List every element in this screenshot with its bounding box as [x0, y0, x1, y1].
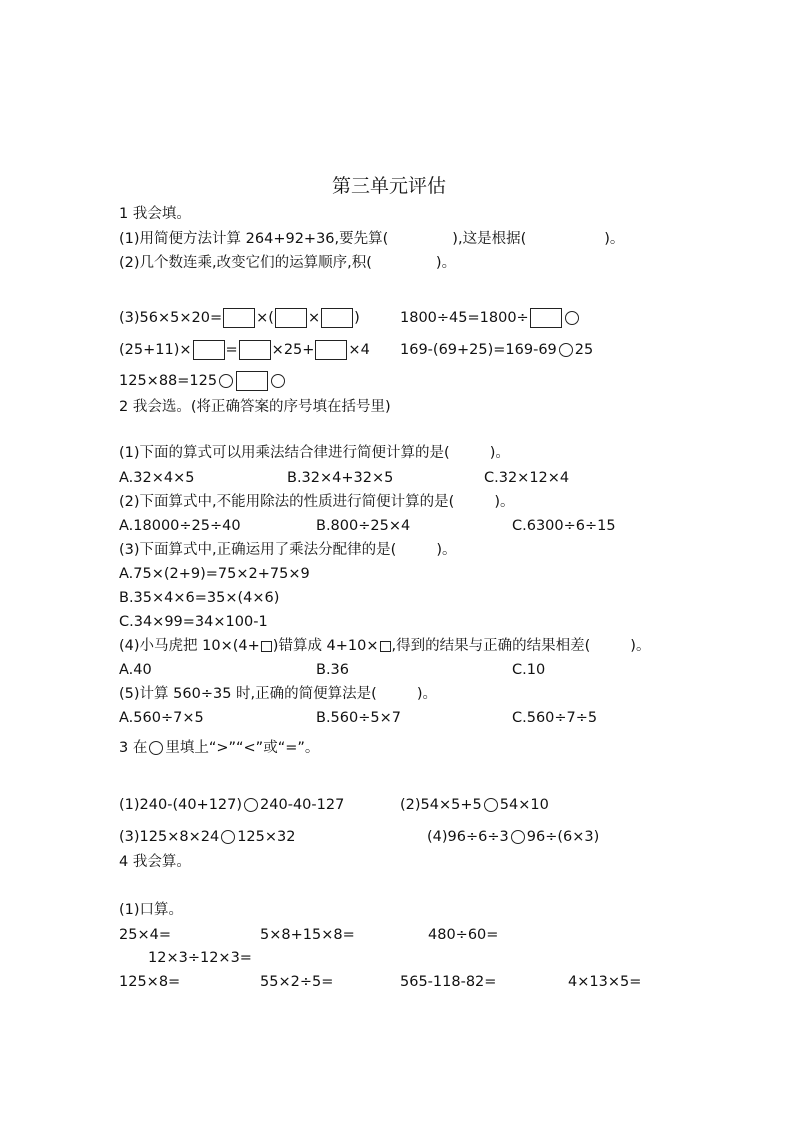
s1-q1-text-a: (1)用简便方法计算 264+92+36,要先算( [119, 231, 389, 247]
s2-q2-stem-b: )。 [494, 494, 515, 510]
oral-calc-item: 480÷60= [428, 927, 499, 943]
oral-calc-item: 5×8+15×8= [260, 927, 355, 943]
s2-q1-stem [119, 443, 510, 463]
section-3-heading [119, 738, 319, 758]
s2-q5-stem [119, 684, 437, 704]
s1-q3a-text-d: ) [354, 310, 360, 326]
s2-q3-stem [119, 540, 456, 560]
s1-q3c-text-a: 125×88=125 [119, 373, 218, 389]
section-1-heading: 1 我会填。 [119, 206, 191, 222]
s1-q3b-text-b: = [225, 342, 238, 358]
oral-calc-item: 125×8= [119, 974, 181, 990]
compare-circle[interactable] [221, 830, 235, 844]
s3-q2 [400, 795, 549, 815]
s2-q3-option-a[interactable]: A.75×(2+9)=75×2+75×9 [119, 566, 310, 582]
s2-q3-option-b[interactable]: B.35×4×6=35×(4×6) [119, 590, 280, 606]
s1-q3-line2 [119, 340, 370, 360]
s2-q2-option-b[interactable]: B.800÷25×4 [316, 518, 411, 534]
section-4-heading: 4 我会算。 [119, 854, 191, 870]
s3-q2-left: (2)54×5+5 [400, 797, 482, 813]
s2-q4-stem-b: )错算成 4+10× [272, 638, 379, 654]
section-3-heading-a: 3 在 [119, 740, 148, 756]
s1-q3-line1 [119, 308, 360, 328]
s1-q2-text-b: )。 [435, 255, 457, 271]
s3-q4 [427, 827, 599, 847]
answer-box[interactable] [236, 371, 268, 391]
answer-box[interactable] [275, 308, 307, 328]
s1-q1-text-c: )。 [604, 231, 625, 247]
s2-q3-option-c[interactable]: C.34×99=34×100-1 [119, 614, 268, 630]
s3-q1-left: (1)240-(40+127) [119, 797, 243, 813]
s3-q3-left: (3)125×8×24 [119, 829, 220, 845]
oral-calc-item: 55×2÷5= [260, 974, 334, 990]
s3-q4-left: (4)96÷6÷3 [427, 829, 509, 845]
oral-calc-item: 565-118-82= [400, 974, 497, 990]
s2-q1-option-c[interactable]: C.32×12×4 [484, 470, 570, 486]
s1-q3b-text-e: 169-(69+25)=169-69 [400, 342, 557, 358]
s2-q2-option-c[interactable]: C.6300÷6÷15 [512, 518, 616, 534]
oral-calc-item: 12×3÷12×3= [148, 950, 252, 966]
oral-calc-item: 4×13×5= [568, 974, 642, 990]
s2-q4-stem-a: (4)小马虎把 10×(4+ [119, 638, 260, 654]
compare-circle[interactable] [244, 798, 258, 812]
s1-q3a-text-a: (3)56×5×20= [119, 310, 223, 326]
s1-q2-text-a: (2)几个数连乘,改变它们的运算顺序,积( [119, 255, 372, 271]
s2-q2-stem [119, 492, 514, 512]
compare-circle[interactable] [511, 830, 525, 844]
s2-q1-option-b[interactable]: B.32×4+32×5 [287, 470, 394, 486]
s1-q3-line1-right [400, 308, 581, 328]
s2-q1-stem-a: (1)下面的算式可以用乘法结合律进行简便计算的是( [119, 445, 450, 461]
s2-q5-option-b[interactable]: B.560÷5×7 [316, 710, 401, 726]
s3-q1-right: 240-40-127 [260, 797, 345, 813]
s3-q3 [119, 827, 295, 847]
answer-box[interactable] [315, 340, 347, 360]
s1-q3b-text-f: 25 [574, 342, 594, 358]
answer-circle[interactable] [559, 343, 573, 357]
s1-q3a-text-c: × [307, 310, 321, 326]
answer-circle [149, 741, 163, 755]
s1-q1 [119, 229, 624, 249]
s2-q3-stem-a: (3)下面算式中,正确运用了乘法分配律的是( [119, 542, 397, 558]
answer-box[interactable] [530, 308, 562, 328]
s1-q3b-text-c: ×25+ [271, 342, 315, 358]
s3-q1 [119, 795, 344, 815]
s2-q4-stem [119, 636, 650, 656]
s3-q4-right: 96÷(6×3) [526, 829, 600, 845]
square-placeholder [380, 641, 391, 652]
square-placeholder [261, 641, 272, 652]
s2-q2-option-a[interactable]: A.18000÷25÷40 [119, 518, 241, 534]
answer-circle[interactable] [565, 311, 579, 325]
s1-q3a-text-b: ×( [256, 310, 274, 326]
s1-q3b-text-d: ×4 [348, 342, 370, 358]
s2-q5-stem-b: )。 [416, 686, 437, 702]
s2-q3-stem-b: )。 [436, 542, 457, 558]
section-2-heading: 2 我会选。(将正确答案的序号填在括号里) [119, 399, 391, 415]
answer-box[interactable] [193, 340, 225, 360]
compare-circle[interactable] [484, 798, 498, 812]
s3-q2-right: 54×10 [499, 797, 549, 813]
s1-q2 [119, 253, 456, 273]
s2-q5-stem-a: (5)计算 560÷35 时,正确的简便算法是( [119, 686, 377, 702]
s2-q4-option-c[interactable]: C.10 [512, 662, 546, 678]
s1-q3a-text-e: 1800÷45=1800÷ [400, 310, 529, 326]
s1-q1-text-b: ),这是根据( [452, 231, 527, 247]
s2-q5-option-a[interactable]: A.560÷7×5 [119, 710, 204, 726]
s1-q3-line3 [119, 371, 287, 391]
s2-q4-stem-c: ,得到的结果与正确的结果相差( [391, 638, 591, 654]
answer-box[interactable] [239, 340, 271, 360]
page-title: 第三单元评估 [332, 175, 447, 197]
s2-q4-option-b[interactable]: B.36 [316, 662, 350, 678]
s2-q5-option-c[interactable]: C.560÷7÷5 [512, 710, 598, 726]
s2-q1-option-a[interactable]: A.32×4×5 [119, 470, 195, 486]
s2-q1-stem-b: )。 [489, 445, 510, 461]
s3-q3-right: 125×32 [237, 829, 296, 845]
section-3-heading-b: 里填上“>”“<”或“=”。 [165, 740, 320, 756]
answer-box[interactable] [223, 308, 255, 328]
answer-box[interactable] [321, 308, 353, 328]
oral-calc-item: 25×4= [119, 927, 171, 943]
s1-q3-line2-right [400, 340, 593, 360]
s2-q2-stem-a: (2)下面算式中,不能用除法的性质进行简便计算的是( [119, 494, 455, 510]
s2-q4-stem-d: )。 [630, 638, 651, 654]
answer-circle[interactable] [271, 374, 285, 388]
answer-circle[interactable] [219, 374, 233, 388]
s1-q3b-text-a: (25+11)× [119, 342, 192, 358]
s2-q4-option-a[interactable]: A.40 [119, 662, 152, 678]
s4-subheading: (1)口算。 [119, 902, 184, 918]
